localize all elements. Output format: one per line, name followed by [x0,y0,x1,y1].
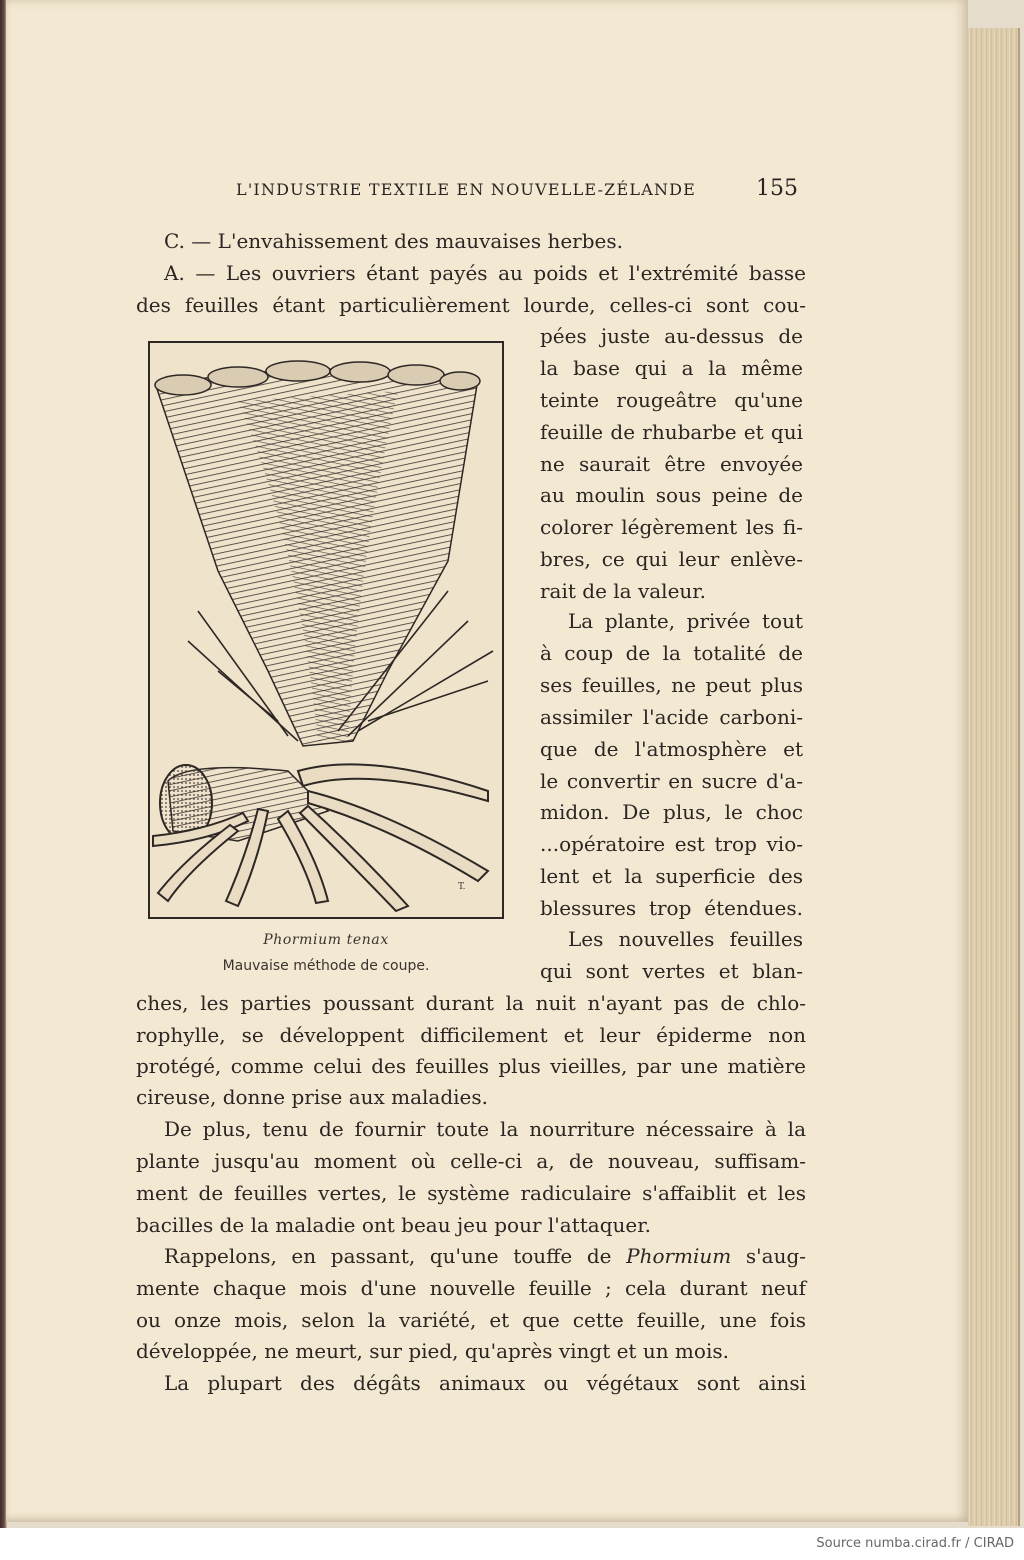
text-line: teinte rougeâtre qu'une [540,388,803,412]
running-title: L'INDUSTRIE TEXTILE EN NOUVELLE-ZÉLANDE [236,180,697,199]
text-line: ne saurait être envoyée [540,452,803,476]
source-bar [0,1528,1024,1560]
text-line: C. — L'envahissement des mauvaises herbes. [164,229,624,253]
text-line: ...opératoire est trop vio- [540,832,803,856]
text-line: qui sont vertes et blan- [540,959,803,983]
text-line: ou onze mois, selon la variété, et que cette feuille, une fois [136,1308,806,1332]
text-line: plante jusqu'au moment où celle-ci a, de nouveau, suffisam- [136,1149,806,1173]
figure-caption-species: Phormium tenax [263,932,389,948]
text-line: bacilles de la maladie ont beau jeu pour l'attaquer. [136,1213,651,1237]
svg-text:T.: T. [458,882,466,892]
text-line: ses feuilles, ne peut plus [540,673,803,697]
text-line: lent et la superficie des [540,864,803,888]
source-credit: Source numba.cirad.fr / CIRAD [816,1536,1014,1551]
phormium-illustration [148,341,504,919]
page-stack-edge [968,28,1020,1526]
text-line: Les nouvelles feuilles [568,927,803,951]
text-line: au moulin sous peine de [540,483,803,507]
text-line: protégé, comme celui des feuilles plus vieilles, par une matière [136,1054,806,1078]
text-line: De plus, tenu de fournir toute la nourriture nécessaire à la [164,1117,806,1141]
text-line: rophylle, se développent difficilement et leur épiderme non [136,1023,806,1047]
text-line: La plante, privée tout [568,609,803,633]
text-span: Rappelons, en passant, qu'une touffe de [164,1244,627,1268]
figure-caption-description: Mauvaise méthode de coupe. [222,958,430,974]
text-line: des feuilles étant particulièrement lourde, celles-ci sont cou- [136,293,806,317]
text-line: cireuse, donne prise aux maladies. [136,1085,489,1109]
text-line: à coup de la totalité de [540,641,803,665]
text-line: midon. De plus, le choc [540,800,803,824]
text-line: La plupart des dégâts animaux ou végétaux sont ainsi [164,1371,806,1395]
text-line [136,1241,806,1271]
text-line: feuille de rhubarbe et qui [540,420,803,444]
taxon-name: Phormium [626,1244,732,1268]
text-line: ches, les parties poussant durant la nuit n'ayant pas de chlo- [136,991,806,1015]
text-line: que de l'atmosphère et [540,737,803,761]
text-line: développée, ne meurt, sur pied, qu'après vingt et un mois. [136,1339,729,1363]
text-line: assimiler l'acide carboni- [540,705,803,729]
text-line: mente chaque mois d'une nouvelle feuille ; cela durant neuf [136,1276,806,1300]
text-line: pées juste au-dessus de [540,324,803,348]
text-line: ment de feuilles vertes, le système radiculaire s'affaiblit et les [136,1181,806,1205]
text-line: A. — Les ouvriers étant payés au poids et l'extrémité basse [164,261,806,285]
text-line: blessures trop étendues. [540,896,803,920]
text-line: le convertir en sucre d'a- [540,769,803,793]
running-head [236,176,806,206]
text-line: bres, ce qui leur enlève- [540,547,803,571]
page-number: 155 [756,176,798,201]
text-span: s'aug- [731,1244,807,1268]
text-line: rait de la valeur. [540,579,707,603]
book-page [6,0,968,1522]
text-line: colorer légèrement les fi- [540,515,803,539]
text-line: la base qui a la même [540,356,803,380]
